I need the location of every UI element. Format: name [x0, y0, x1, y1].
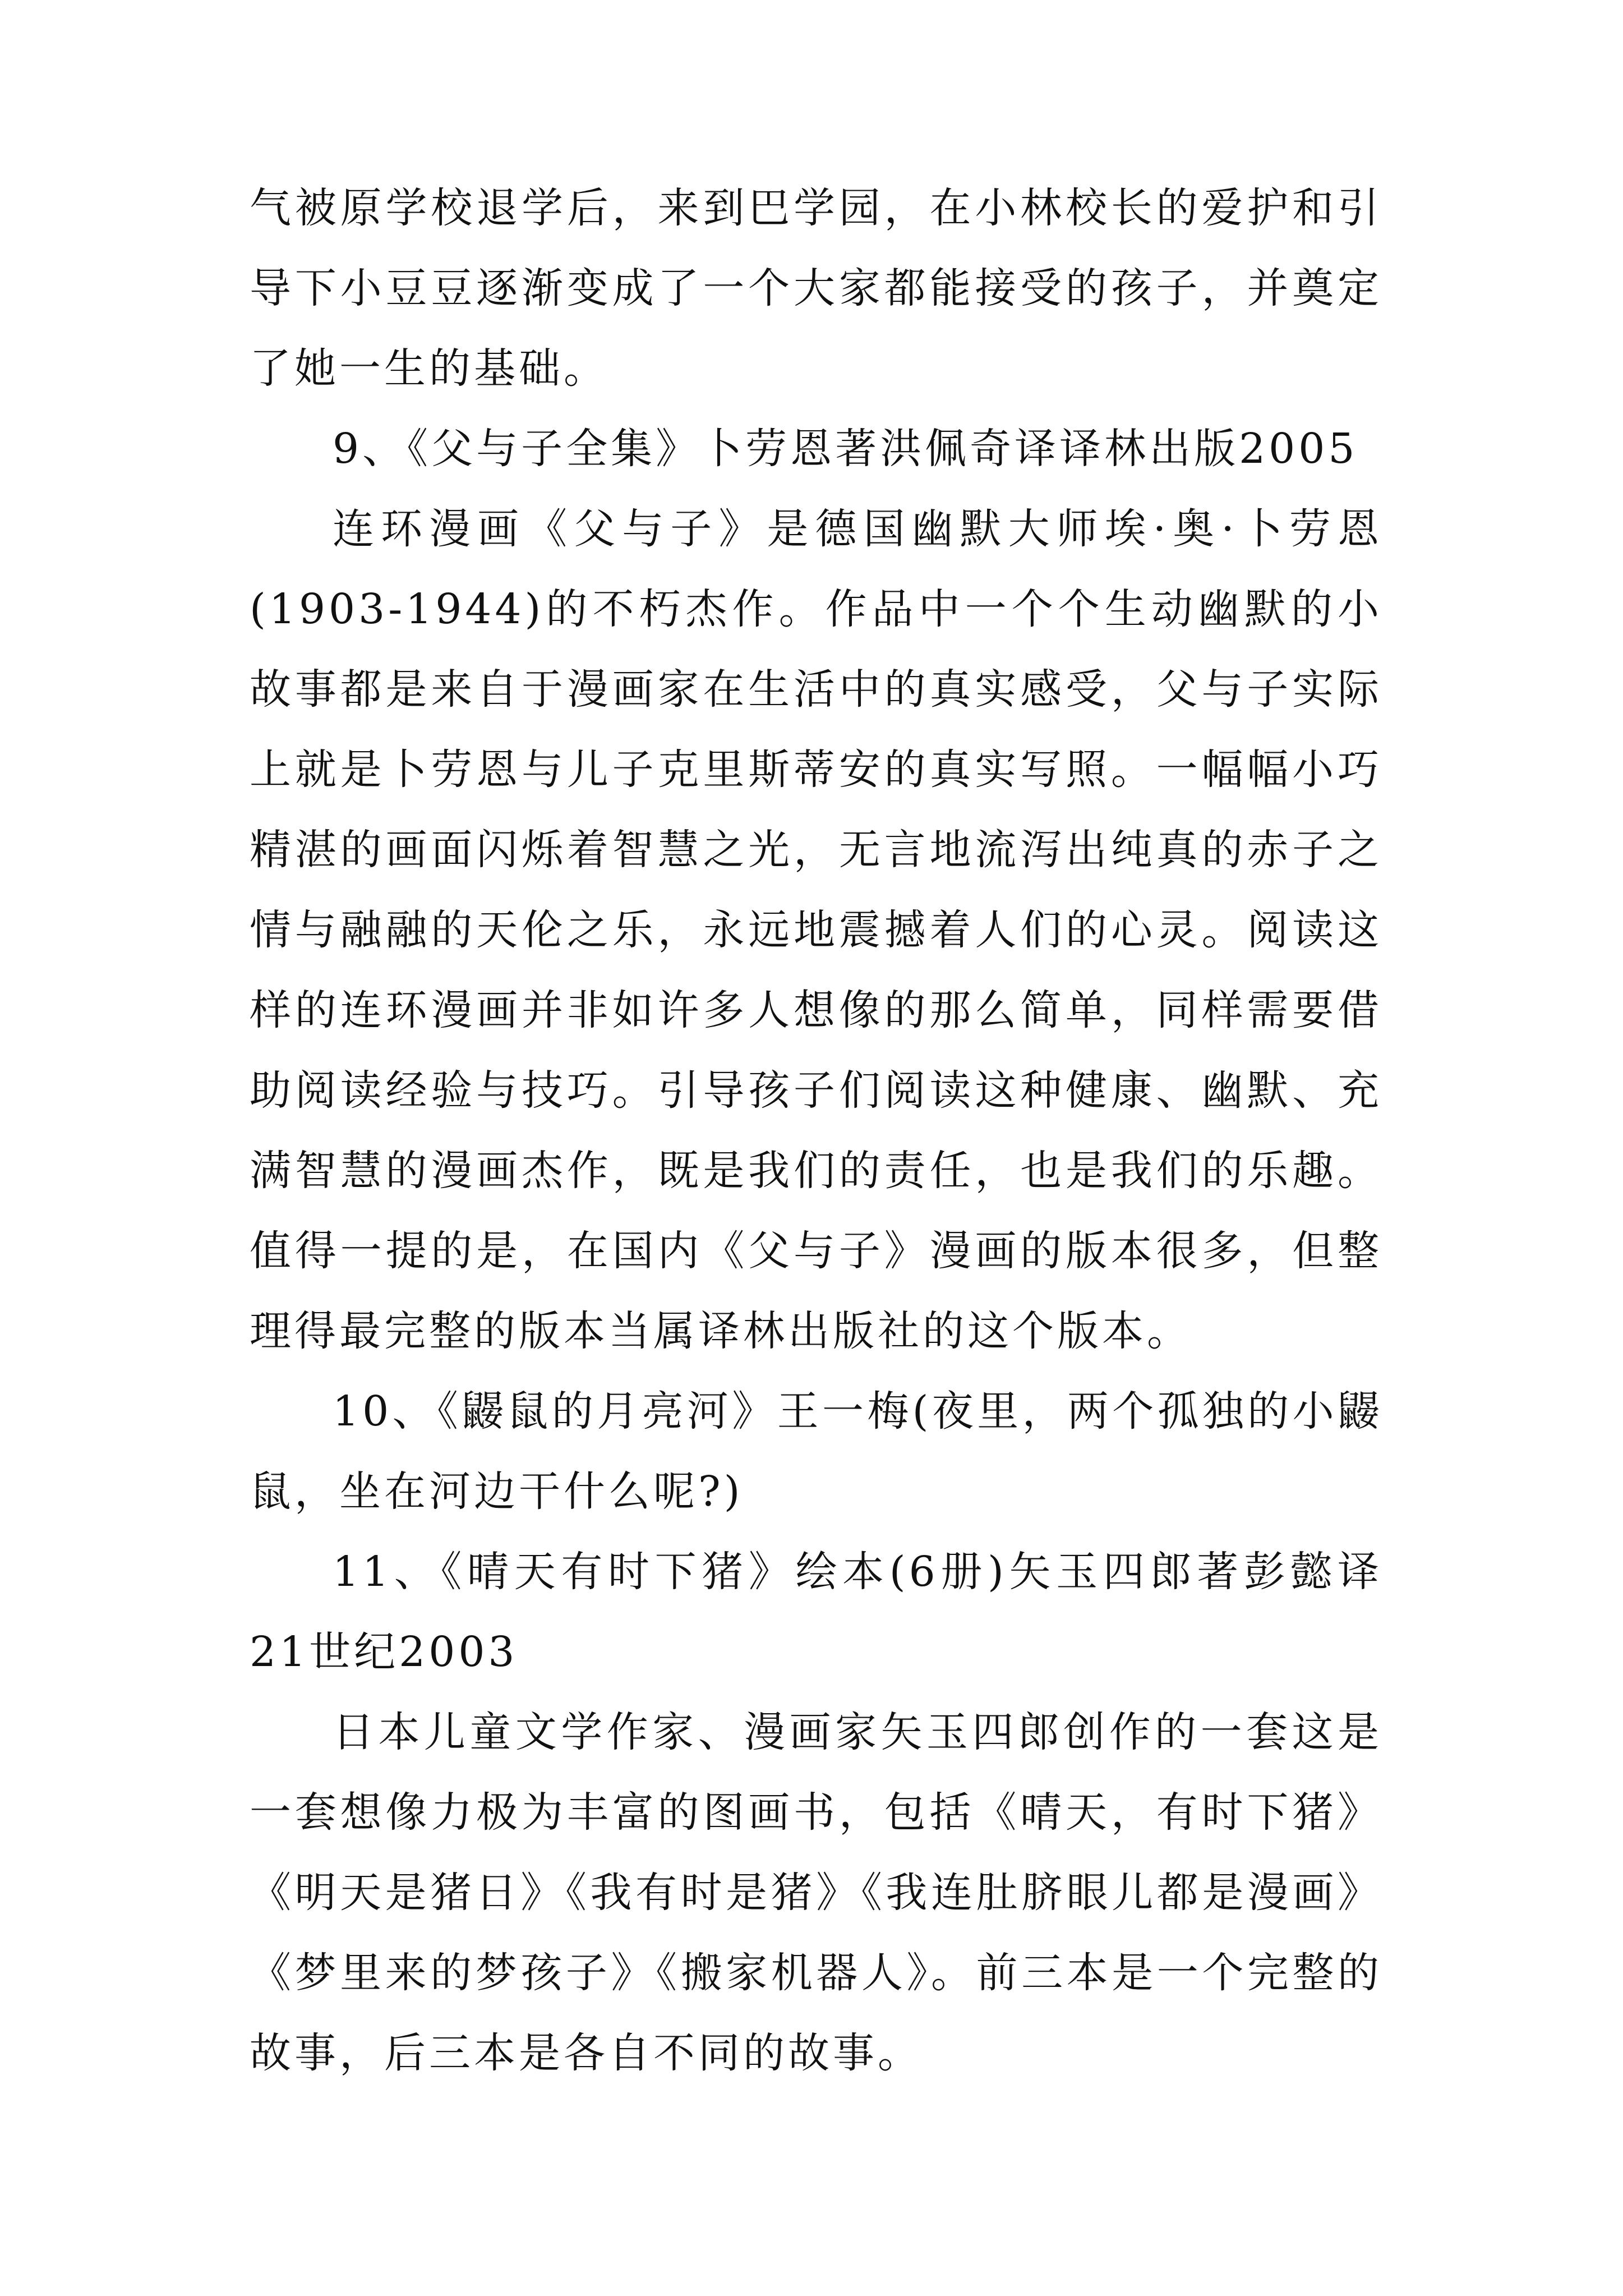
document-body — [250, 168, 1382, 2093]
book-description-9: 连环漫画《父与子》是德国幽默大师埃·奥·卜劳恩(1903-1944)的不朽杰作。作品中一个个生动幽默的小故事都是来自于漫画家在生活中的真实感受，父与子实际上就是卜劳恩与儿子克里斯蒂安的真实写照。一幅幅小巧精湛的画面闪烁着智慧之光，无言地流泻出纯真的赤子之情与融融的天伦之乐，永远地震撼着人们的心灵。阅读这样的连环漫画并非如许多人想像的那么简单，同样需要借助阅读经验与技巧。引导孩子们阅读这种健康、幽默、充满智慧的漫画杰作，既是我们的责任，也是我们的乐趣。值得一提的是，在国内《父与子》漫画的版本很多，但整理得最完整的版本当属译林出版社的这个版本。 — [250, 505, 1382, 1355]
paragraph-continuation: 气被原学校退学后，来到巴学园，在小林校长的爱护和引导下小豆豆逐渐变成了一个大家都能接受的孩子，并奠定了她一生的基础。 — [250, 184, 1382, 393]
book-entry-9: 9、《父与子全集》卜劳恩著洪佩奇译译林出版2005 — [333, 425, 1358, 473]
book-entry-10: 10、《鼹鼠的月亮河》王一梅(夜里，两个孤独的小鼹鼠，坐在河边干什么呢?) — [250, 1387, 1382, 1516]
book-description-11: 日本儿童文学作家、漫画家矢玉四郎创作的一套这是一套想像力极为丰富的图画书，包括《晴天，有时下猪》《明天是猪日》《我有时是猪》《我连肚脐眼儿都是漫画》《梦里来的梦孩子》《搬家机器人》。前三本是一个完整的故事，后三本是各自不同的故事。 — [250, 1708, 1382, 2077]
book-entry-11: 11、《晴天有时下猪》绘本(6册)矢玉四郎著彭懿译21世纪2003 — [250, 1548, 1382, 1676]
